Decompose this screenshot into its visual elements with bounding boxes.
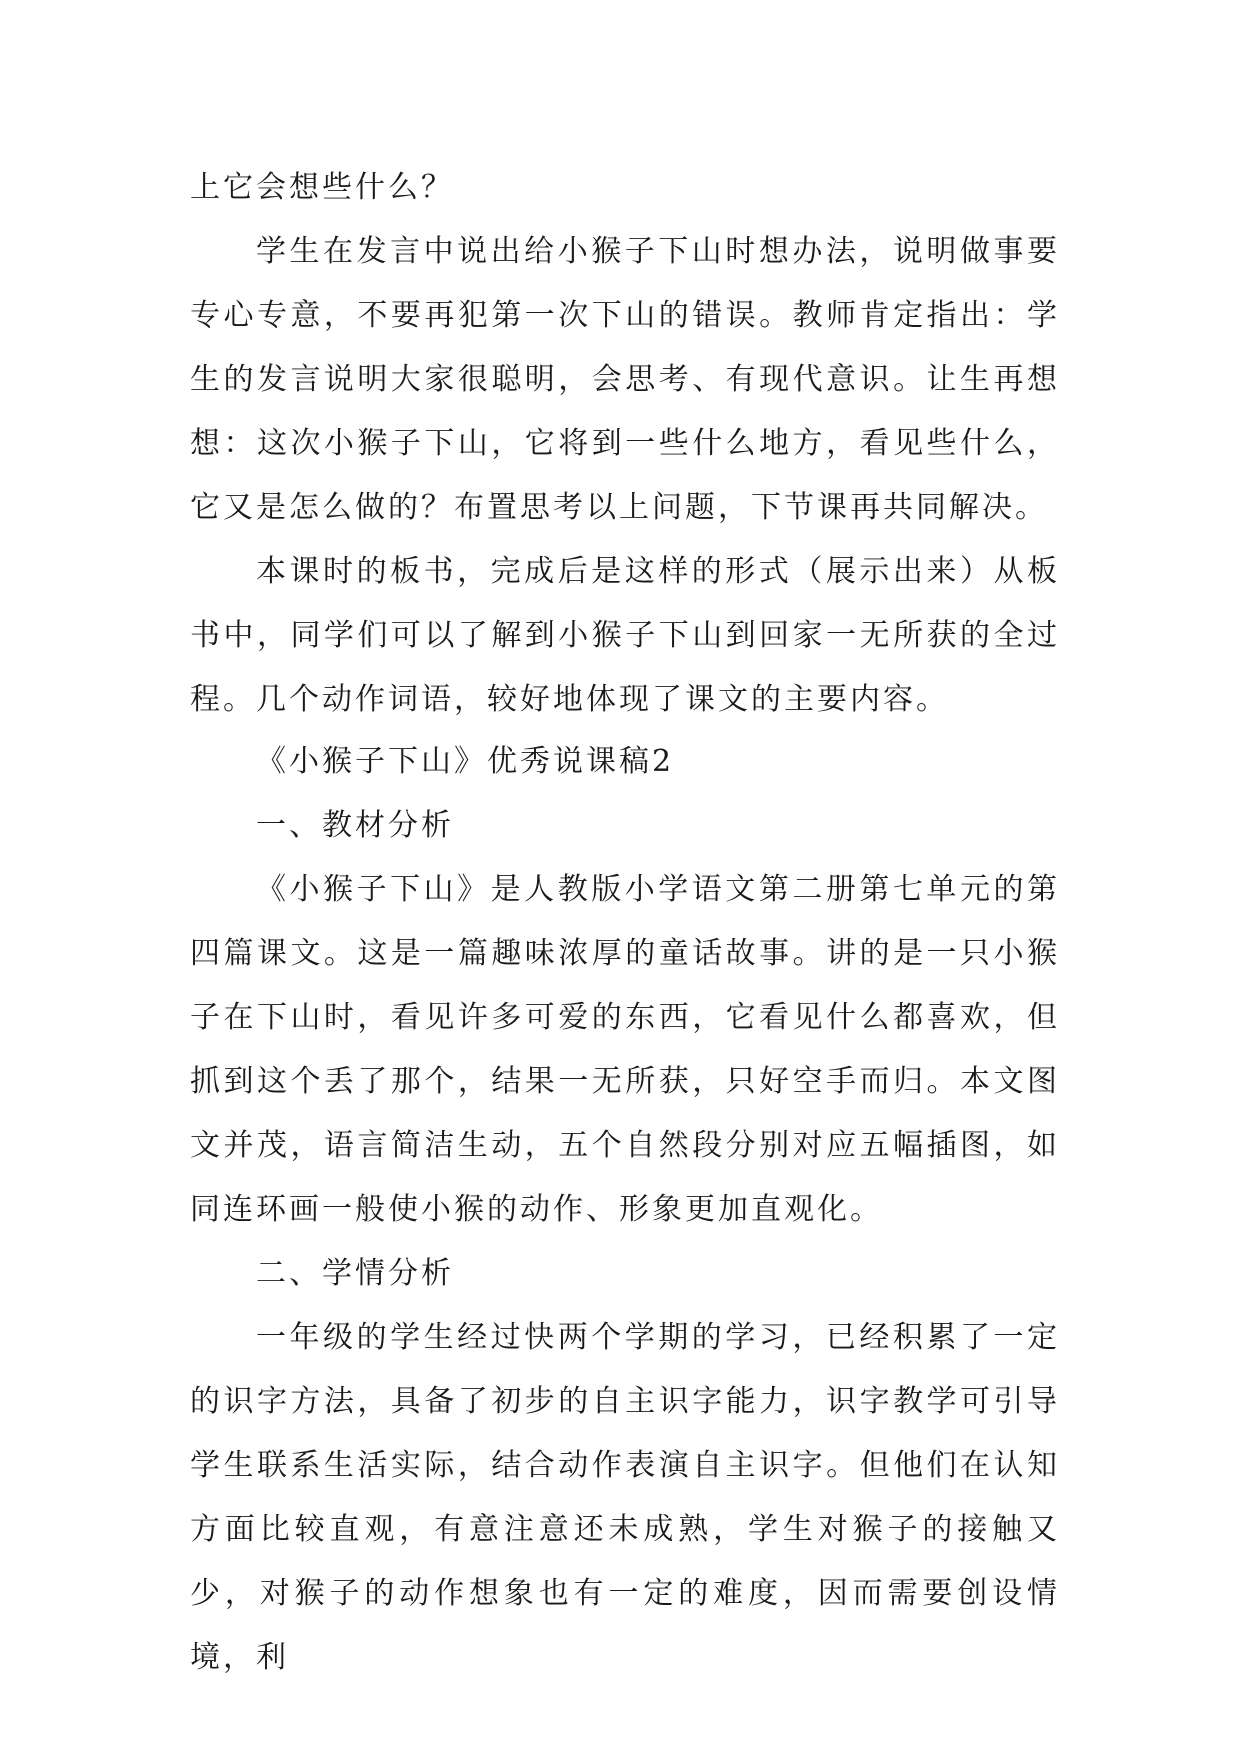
heading-student-analysis: 二、学情分析 xyxy=(256,1256,454,1291)
section-title: 《小猴子下山》优秀说课稿2 xyxy=(256,744,675,779)
paragraph-blackboard: 本课时的板书，完成后是这样的形式（展示出来）从板书中，同学们可以了解到小猴子下山到回家一无所获的全过程。几个动作词语，较好地体现了课文的主要内容。 xyxy=(190,554,1060,717)
paragraph-continuation: 上它会想些什么？ xyxy=(190,170,454,205)
paragraph-student-response: 学生在发言中说出给小猴子下山时想办法，说明做事要专心专意，不要再犯第一次下山的错误。教师肯定指出：学生的发言说明大家很聪明，会思考、有现代意识。让生再想想：这次小猴子下山，它将到一些什么地方，看见些什么，它又是怎么做的？布置思考以上问题，下节课再共同解决。 xyxy=(190,234,1060,525)
heading-material-analysis: 一、教材分析 xyxy=(256,808,454,843)
section-lesson-plan-2 xyxy=(190,730,1060,1690)
paragraph-material-analysis: 《小猴子下山》是人教版小学语文第二册第七单元的第四篇课文。这是一篇趣味浓厚的童话故事。讲的是一只小猴子在下山时，看见许多可爱的东西，它看见什么都喜欢，但抓到这个丢了那个，结果一无所获，只好空手而归。本文图文并茂，语言简洁生动，五个自然段分别对应五幅插图，如同连环画一般使小猴的动作、形象更加直观化。 xyxy=(190,872,1060,1227)
paragraph-student-analysis: 一年级的学生经过快两个学期的学习，已经积累了一定的识字方法，具备了初步的自主识字能力，识字教学可引导学生联系生活实际，结合动作表演自主识字。但他们在认知方面比较直观，有意注意还未成熟，学生对猴子的接触又少，对猴子的动作想象也有一定的难度，因而需要创设情境，利 xyxy=(190,1320,1060,1675)
section-continued-text xyxy=(190,156,1060,732)
